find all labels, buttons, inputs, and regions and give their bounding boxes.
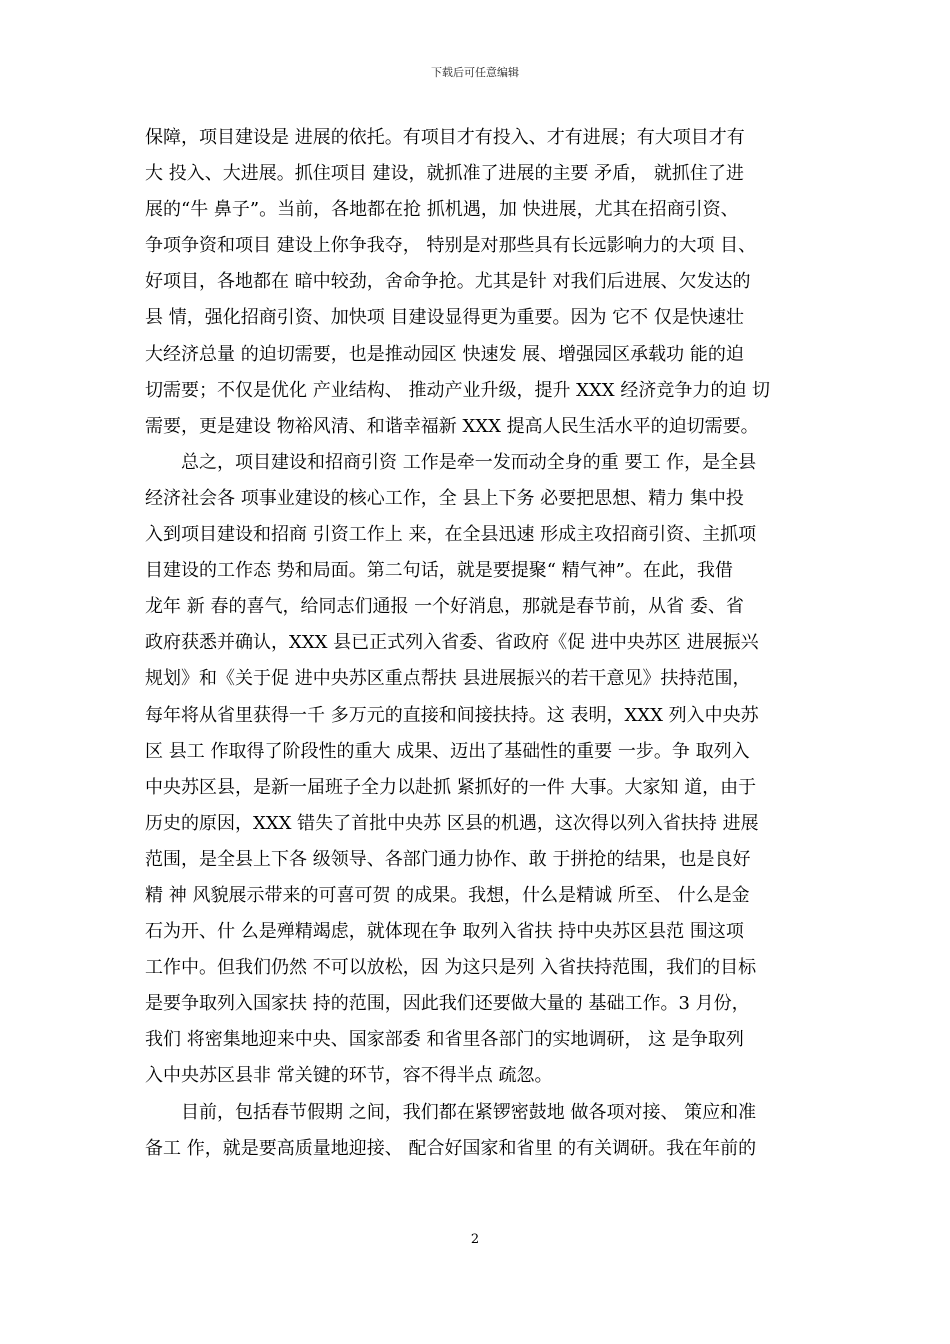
text-line: 我们 将密集地迎来中央、国家部委 和省里各部门的实地调研， 这 是争取列 <box>145 1029 744 1051</box>
text-line: 大 投入、大进展。抓住项目 建设，就抓准了进展的主要 矛盾， 就抓住了进 <box>145 163 744 185</box>
text-line: 是要争取列入国家扶 持的范围，因此我们还要做大量的 基础工作。3 月份， <box>145 993 750 1015</box>
text-line: 经济社会各 项事业建设的核心工作，全 县上下务 必要把思想、精力 集中投 <box>145 487 744 509</box>
text-line: 入中央苏区县非 常关键的环节，容不得半点 疏忽。 <box>145 1065 553 1087</box>
body-text <box>145 120 810 1167</box>
text-line: 入到项目建设和招商 引资工作上 来，在全县迅速 形成主攻招商引资、主抓项 <box>145 524 757 546</box>
text-line: 龙年 新 春的喜气，给同志们通报 一个好消息，那就是春节前，从省 委、省 <box>145 596 744 618</box>
text-line: 中央苏区县，是新一届班子全力以赴抓 紧抓好的一件 大事。大家知 道，由于 <box>145 776 757 798</box>
paragraph-first-line: 总之，项目建设和招商引资 工作是牵一发而动全身的重 要工 作，是全县 <box>181 451 757 473</box>
page-number: 2 <box>470 1232 480 1247</box>
text-line: 备工 作，就是要高质量地迎接、 配合好国家和省里 的有关调研。我在年前的 <box>145 1137 757 1159</box>
page-header: 下载后可任意编辑 <box>431 66 519 79</box>
text-line: 范围，是全县上下各 级领导、各部门通力协作、敢 于拼抢的结果，也是良好 <box>145 848 751 870</box>
text-line: 好项目，各地都在 暗中较劲，舍命争抢。尤其是针 对我们后进展、欠发达的 <box>145 271 751 293</box>
text-line: 规划》和《关于促 进中央苏区重点帮扶 县进展振兴的若干意见》扶持范围， <box>145 668 751 690</box>
text-line: 需要，更是建设 物裕风清、和谐幸福新 XXX 提高人民生活水平的迫切需要。 <box>145 415 759 437</box>
text-line: 争项争资和项目 建设上你争我夺， 特别是对那些具有长远影响力的大项 目、 <box>145 235 757 257</box>
text-line: 工作中。但我们仍然 不可以放松，因 为这只是列 入省扶持范围，我们的目标 <box>145 957 757 979</box>
text-line: 保障，项目建设是 进展的依托。有项目才有投入、才有进展；有大项目才有 <box>145 127 745 148</box>
text-line: 历史的原因，XXX 错失了首批中央苏 区县的机遇，这次得以列入省扶持 进展 <box>145 812 759 834</box>
text-line: 精 神 风貌展示带来的可喜可贺 的成果。我想，什么是精诚 所至、 什么是金 <box>145 884 750 906</box>
text-line: 每年将从省里获得一千 多万元的直接和间接扶持。这 表明，XXX 列入中央苏 <box>145 704 759 726</box>
text-line: 县 情，强化招商引资、加快项 目建设显得更为重要。因为 它不 仅是快速壮 <box>145 307 744 329</box>
paragraph-first-line: 目前，包括春节假期 之间，我们都在紧锣密鼓地 做各项对接、 策应和准 <box>181 1101 757 1123</box>
text-line: 政府获悉并确认，XXX 县已正式列入省委、省政府《促 进中央苏区 进展振兴 <box>145 632 759 654</box>
text-line: 展的“牛 鼻子”。当前，各地都在抢 抓机遇，加 快进展，尤其在招商引资、 <box>145 199 739 221</box>
text-line: 大经济总量 的迫切需要，也是推动园区 快速发 展、增强园区承载功 能的迫 <box>145 343 744 365</box>
text-line: 目建设的工作态 势和局面。第二句话，就是要提聚“ 精气神”。在此，我借 <box>145 560 733 582</box>
text-line: 石为开、什 么是殚精竭虑，就体现在争 取列入省扶 持中央苏区县范 围这项 <box>145 921 744 943</box>
text-line: 区 县工 作取得了阶段性的重大 成果、迈出了基础性的重要 一步。争 取列入 <box>145 740 750 762</box>
text-line: 切需要；不仅是优化 产业结构、 推动产业升级，提升 XXX 经济竞争力的迫 切 <box>145 379 771 401</box>
